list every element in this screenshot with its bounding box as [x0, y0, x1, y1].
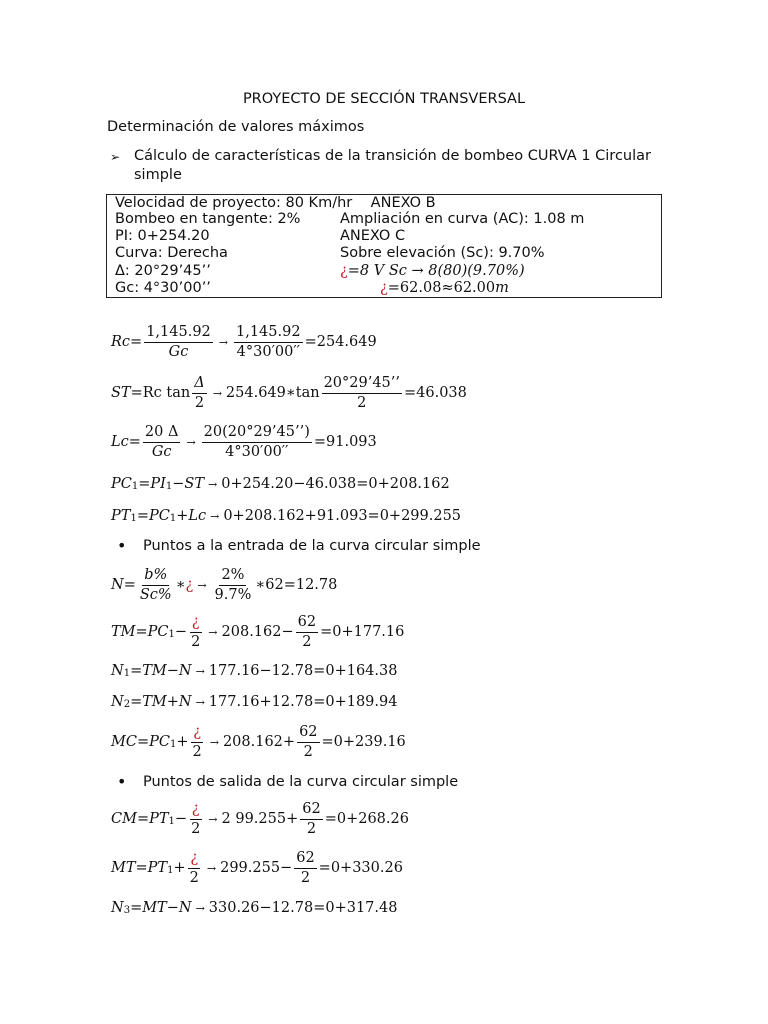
anexo-b-text: ANEXO B [370, 195, 436, 211]
velocidad-text: Velocidad de proyecto: 80 Km/hr [115, 195, 353, 211]
eq-pt: PT $_1$ =PC $_1$ +Lc → 0+208.162+91.093=0+299.255 [111, 508, 462, 524]
delta-text: Δ: 20°29’45’’ [115, 263, 211, 279]
bullet-salida: Puntos de salida de la curva circular simple [143, 774, 459, 790]
eq-cm: CM=PT $_1$ − $\frac{¿}{2}$ → 2 99.255+ $\frac{62}{2}$ =0+268.26 [111, 800, 409, 837]
bullet-calculo: Cálculo de características de la transición de bombeo CURVA 1 Circular simple [134, 148, 651, 183]
gc-text: Gc: 4°30’00’’ [115, 280, 211, 296]
formula-l-text: ¿=8 V Sc → 8(80)(9.70%) [340, 263, 525, 279]
pi-text: PI: 0+254.20 [115, 228, 210, 244]
data-box [106, 194, 662, 298]
ampliacion-text: Ampliación en curva (AC): 1.08 m [340, 211, 585, 227]
formula-l-result: ¿=62.08≈62.00m [380, 280, 509, 296]
eq-n: N= $\frac{b\%}{Sc\%}$ ∗ ¿ → $\frac{2\%}{9.7\%}$ ∗62=12.78 [111, 566, 338, 603]
arrow-bullet-icon: ➢ [110, 150, 121, 164]
bullet-dot-icon: • [117, 536, 127, 555]
curva-text: Curva: Derecha [115, 245, 228, 261]
eq-pc: PC $_1$ =PI $_1$ −ST → 0+254.20−46.038=0+208.162 [111, 476, 450, 492]
eq-n3: N $_3$ =MT−N → 330.26−12.78=0+317.48 [111, 900, 398, 916]
document-title: PROYECTO DE SECCIÓN TRANSVERSAL [242, 91, 526, 107]
section-heading: Determinación de valores máximos [107, 119, 365, 135]
bullet-dot-icon: • [117, 772, 127, 791]
eq-n2: N $_2$ =TM+N → 177.16+12.78=0+189.94 [111, 694, 398, 710]
eq-mc: MC=PC $_1$ + $\frac{¿}{2}$ → 208.162+ $\frac{62}{2}$ =0+239.16 [111, 723, 406, 760]
sobre-elevacion-text: Sobre elevación (Sc): 9.70% [340, 245, 545, 261]
eq-rc: Rc = $\frac{1,145.92}{Gc}$ → $\frac{1,145.92}{4^\circ 30'00''}$ =254.649 [111, 323, 377, 360]
eq-st: ST =Rc tan $\frac{\Delta}{2}$ → 254.649∗tan $\frac{20^\circ 29’45’’}{2}$ =46.038 [111, 374, 467, 411]
bullet-entrada: Puntos a la entrada de la curva circular simple [143, 538, 481, 554]
bombeo-text: Bombeo en tangente: 2% [115, 211, 301, 227]
eq-mt: MT=PT $_1$ + $\frac{¿}{2}$ → 299.255− $\frac{62}{2}$ =0+330.26 [111, 849, 403, 886]
eq-tm: TM=PC $_1$ − $\frac{¿}{2}$ → 208.162− $\frac{62}{2}$ =0+177.16 [111, 613, 405, 650]
anexo-c-text: ANEXO C [340, 228, 406, 244]
eq-n1: N $_1$ =TM−N → 177.16−12.78=0+164.38 [111, 663, 398, 679]
eq-lc: Lc = $\frac{20 \Delta}{Gc}$ → $\frac{20(20^\circ 29’45’’)}{4^\circ 30'00''}$ =91.093 [111, 423, 377, 460]
